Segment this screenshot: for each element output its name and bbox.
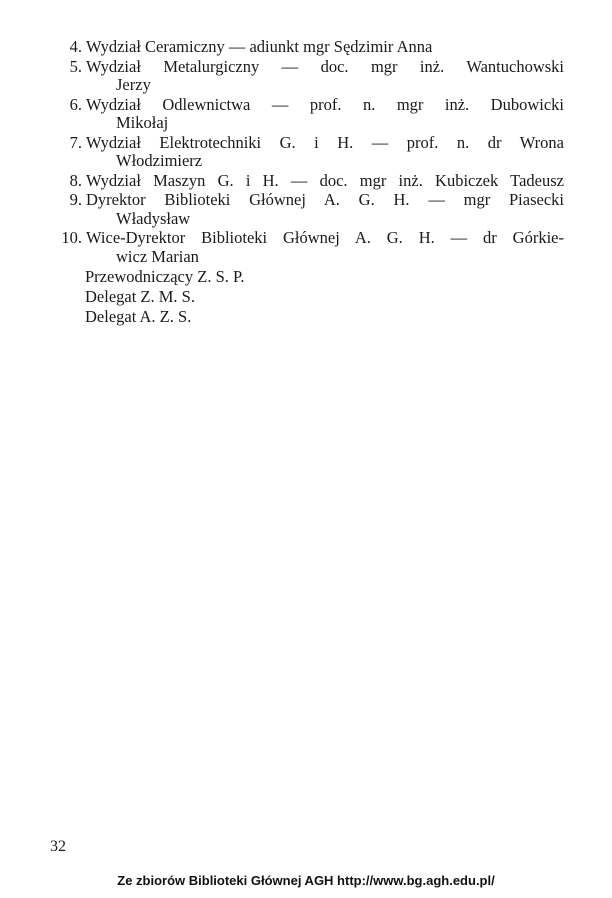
item-line: Wydział Elektrotechniki G. i H. — prof. n. dr Wrona <box>86 132 564 152</box>
member-line: Przewodniczący Z. S. P. <box>85 267 245 286</box>
member-line: Delegat Z. M. S. <box>85 287 195 306</box>
item-number: 5. <box>69 56 82 76</box>
item-number: 8. <box>69 170 82 190</box>
item-number: 7. <box>69 132 82 152</box>
item-continuation: Włodzimierz <box>116 151 203 170</box>
list-item <box>52 58 564 95</box>
item-line: Wydział Ceramiczny — adiunkt mgr Sędzimir Anna <box>86 37 433 56</box>
item-text <box>82 191 564 228</box>
item-number: 10. <box>61 228 82 247</box>
page-number: 32 <box>50 838 66 855</box>
item-continuation: Mikołaj <box>116 113 169 132</box>
item-number: 4. <box>69 37 82 56</box>
item-continuation: Władysław <box>116 208 191 228</box>
item-line: Wydział Odlewnictwa — prof. n. mgr inż. Dubowicki <box>86 94 564 114</box>
item-line: Wydział Maszyn G. i H. — doc. mgr inż. Kubiczek Tadeusz <box>86 170 564 190</box>
item-number: 6. <box>69 94 82 114</box>
list-item <box>52 191 564 228</box>
list-item <box>52 134 564 171</box>
item-text <box>82 134 564 171</box>
item-line: Wydział Metalurgiczny — doc. mgr inż. Wantuchowski <box>86 56 564 76</box>
item-continuation: Jerzy <box>116 75 151 94</box>
item-text <box>82 38 564 57</box>
item-continuation: wicz Marian <box>116 246 199 266</box>
list-item <box>52 172 564 191</box>
item-number: 9. <box>69 190 82 209</box>
list-item <box>52 229 564 266</box>
member-line: Delegat A. Z. S. <box>85 307 192 326</box>
additional-members <box>52 267 564 327</box>
item-line: Dyrektor Biblioteki Głównej A. G. H. — mgr Piasecki <box>86 190 564 209</box>
source-footer: Ze zbiorów Biblioteki Głównej AGH http://www.bg.agh.edu.pl/ <box>117 873 495 888</box>
item-text <box>82 229 564 266</box>
item-text <box>82 96 564 133</box>
item-text <box>82 172 564 191</box>
list-item <box>52 38 564 57</box>
item-line: Wice-Dyrektor Biblioteki Głównej A. G. H. — dr Górkie- <box>86 228 564 247</box>
list-item <box>52 96 564 133</box>
item-text <box>82 58 564 95</box>
member-list <box>52 38 564 327</box>
